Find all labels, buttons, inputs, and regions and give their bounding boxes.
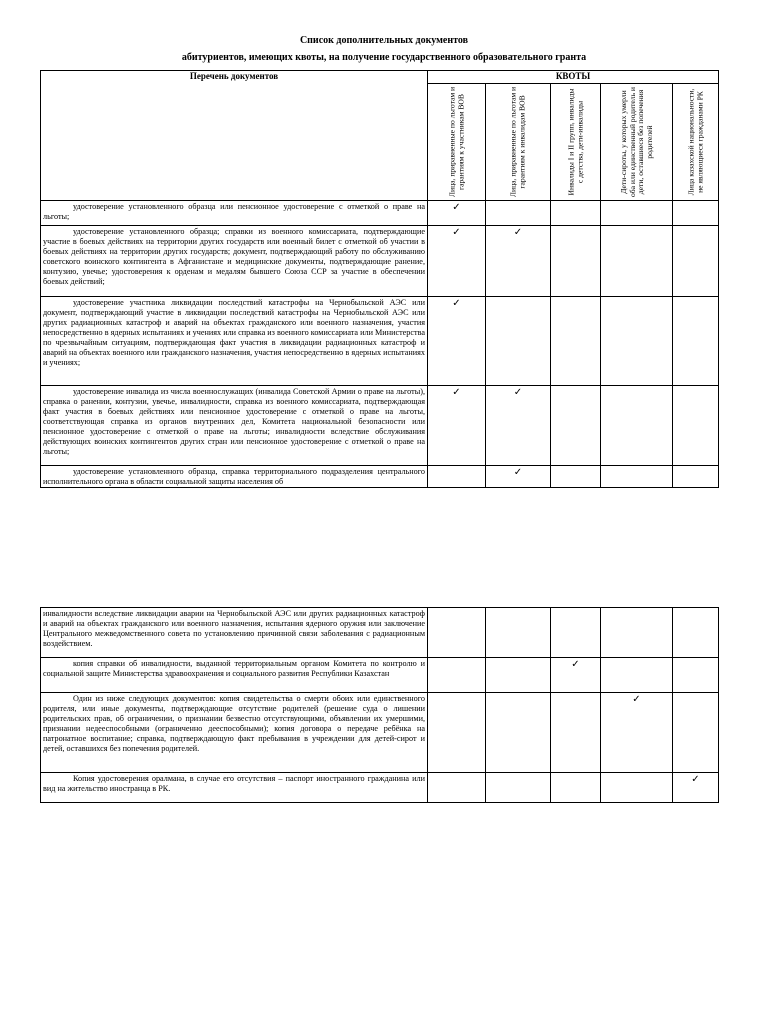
document-text: Копия удостоверения оралмана, в случае его отсутствия – паспорт иностранного гражданина или вид на жительство иностранца в РК. bbox=[43, 774, 425, 793]
check-mark: ✓ bbox=[428, 297, 486, 386]
check-mark: ✓ bbox=[486, 466, 551, 488]
check-mark bbox=[601, 297, 673, 386]
check-mark bbox=[601, 201, 673, 226]
check-mark bbox=[601, 608, 673, 658]
check-mark bbox=[551, 608, 601, 658]
check-mark bbox=[551, 693, 601, 773]
check-mark: ✓ bbox=[673, 773, 719, 803]
check-mark bbox=[486, 608, 551, 658]
check-mark bbox=[551, 466, 601, 488]
check-mark: ✓ bbox=[486, 386, 551, 466]
table-row bbox=[41, 297, 719, 386]
table-row bbox=[41, 226, 719, 297]
check-mark bbox=[428, 658, 486, 693]
document-text: удостоверение установленного образца или пенсионное удостоверение с отметкой о праве на льготы; bbox=[43, 202, 425, 221]
check-mark bbox=[428, 466, 486, 488]
quotas-header: КВОТЫ bbox=[428, 71, 719, 84]
check-mark bbox=[486, 773, 551, 803]
table-row bbox=[41, 608, 719, 658]
document-text: удостоверение установленного образца, справка территориального подразделения центрального исполнительного органа в области социальной защиты населения об bbox=[43, 467, 425, 486]
check-mark bbox=[601, 226, 673, 297]
check-mark bbox=[428, 608, 486, 658]
document-text: инвалидности вследствие ликвидации аварии на Чернобыльской АЭС или других радиационных катастроф и аварий на объектах гражданского или военного назначения, испытания ядерного оружия или заключение Центрального межведомственного совета по установлению причинной связи заболевания с радиационным воздействием. bbox=[43, 609, 425, 648]
check-mark: ✓ bbox=[551, 658, 601, 693]
check-mark bbox=[673, 226, 719, 297]
document-text: копия справки об инвалидности, выданной территориальным органом Комитета по контролю и социальной защите Министерства здравоохранения и социального развития Республики Казахстан bbox=[43, 659, 425, 678]
document-text: Один из ниже следующих документов: копия свидетельства о смерти обоих или единственного родителя, или иные документы, подтверждающие отсутствие родителей (решение суда о лишении родительских прав, об ограничении, о признании безвестно отсутствующими, объявлении их умершими, признании недееспособными (ограниченно дееспособными); копия договора о передаче ребёнка на патронатное воспитание; справка, подтверждающую факт пребывания в учреждении для детей-сирот и детей, оставшихся без попечения родителей. bbox=[43, 694, 425, 753]
check-mark bbox=[551, 201, 601, 226]
table-row bbox=[41, 658, 719, 693]
check-mark bbox=[486, 201, 551, 226]
quota-col-header: Инвалиды I и II групп, инвалиды с детства, дети-инвалиды bbox=[565, 88, 584, 196]
quota-col-header: Лица, приравненные по льготам и гарантиям к участникам ВОВ bbox=[446, 86, 465, 198]
check-mark: ✓ bbox=[428, 386, 486, 466]
check-mark bbox=[601, 773, 673, 803]
quota-table-page1 bbox=[40, 70, 719, 488]
table-row bbox=[41, 466, 719, 488]
check-mark bbox=[673, 658, 719, 693]
check-mark bbox=[428, 773, 486, 803]
check-mark bbox=[551, 226, 601, 297]
check-mark bbox=[673, 386, 719, 466]
check-mark bbox=[551, 773, 601, 803]
quota-table-page2 bbox=[40, 607, 719, 803]
check-mark bbox=[551, 297, 601, 386]
check-mark bbox=[486, 297, 551, 386]
check-mark bbox=[673, 466, 719, 488]
check-mark bbox=[673, 297, 719, 386]
table-row bbox=[41, 693, 719, 773]
check-mark bbox=[673, 693, 719, 773]
check-mark bbox=[486, 693, 551, 773]
check-mark bbox=[428, 693, 486, 773]
quota-col-header: Лица казахской национальности, не являющиеся гражданами РК bbox=[685, 88, 704, 196]
check-mark: ✓ bbox=[428, 201, 486, 226]
table-row bbox=[41, 201, 719, 226]
document-text: удостоверение участника ликвидации последствий катастрофы на Чернобыльской АЭС или документ, подтверждающий участие в ликвидации последствий катастрофы на Чернобыльской АЭС или других радиационных катастроф и аварий на объектах гражданского или военного назначения, участия непосредственно в ядерных испытаниях и учениях или справка из военного комиссариата или Министерства по чрезвычайным ситуациям, подтверждающая факт участия в ликвидации радиационных катастроф и аварий на объектах военного или гражданского назначения, участия непосредственно в ядерных испытаниях и учениях; bbox=[43, 298, 425, 367]
document-subtitle: абитуриентов, имеющих квоты, на получение государственного образовательного гранта bbox=[181, 52, 587, 63]
table-row bbox=[41, 773, 719, 803]
document-title: Список дополнительных документов bbox=[299, 35, 469, 46]
check-mark bbox=[601, 658, 673, 693]
doc-list-header: Перечень документов bbox=[41, 71, 428, 201]
check-mark bbox=[551, 386, 601, 466]
quota-col-header: Лица, приравненные по льготам и гарантиям к инвалидам ВОВ bbox=[508, 86, 526, 198]
check-mark: ✓ bbox=[601, 693, 673, 773]
check-mark: ✓ bbox=[428, 226, 486, 297]
quota-col-header: Дети-сироты, у которых умерли оба или единственный родитель и дети, оставшиеся без попечения родителей bbox=[618, 87, 654, 198]
check-mark bbox=[601, 466, 673, 488]
check-mark: ✓ bbox=[486, 226, 551, 297]
table-row bbox=[41, 386, 719, 466]
check-mark bbox=[601, 386, 673, 466]
check-mark bbox=[673, 201, 719, 226]
check-mark bbox=[486, 658, 551, 693]
document-text: удостоверение инвалида из числа военнослужащих (инвалида Советской Армии о праве на льготы), справка о ранении, контузии, увечье, инвалидности, справка из военного комиссариата, подтверждающая факт участия в боевых действиях или пенсионное удостоверение с отметкой о праве на льготы, соответствующая справка из органов внутренних дел, Комитета национальной безопасности или пенсионное удостоверение с отметкой о праве на льготы; инвалидности вследствие обслуживания действующих воинских контингентов других стран или пенсионное удостоверение с отметкой о праве на льготы; bbox=[43, 387, 425, 456]
check-mark bbox=[673, 608, 719, 658]
document-text: удостоверение установленного образца; справки из военного комиссариата, подтверждающие участие в боевых действиях на территории других государств или военный билет с отметкой об участии в боевых действиях на территории других государств; документ, подтверждающий работу по обслуживанию советского воинского контингента в Афганистане и медицинские документы, подтверждающие ранение, контузию, увечье; удостоверения к орденам и медалям бывшего Союза ССР за участие в обеспечении боевых действий; bbox=[43, 227, 425, 286]
